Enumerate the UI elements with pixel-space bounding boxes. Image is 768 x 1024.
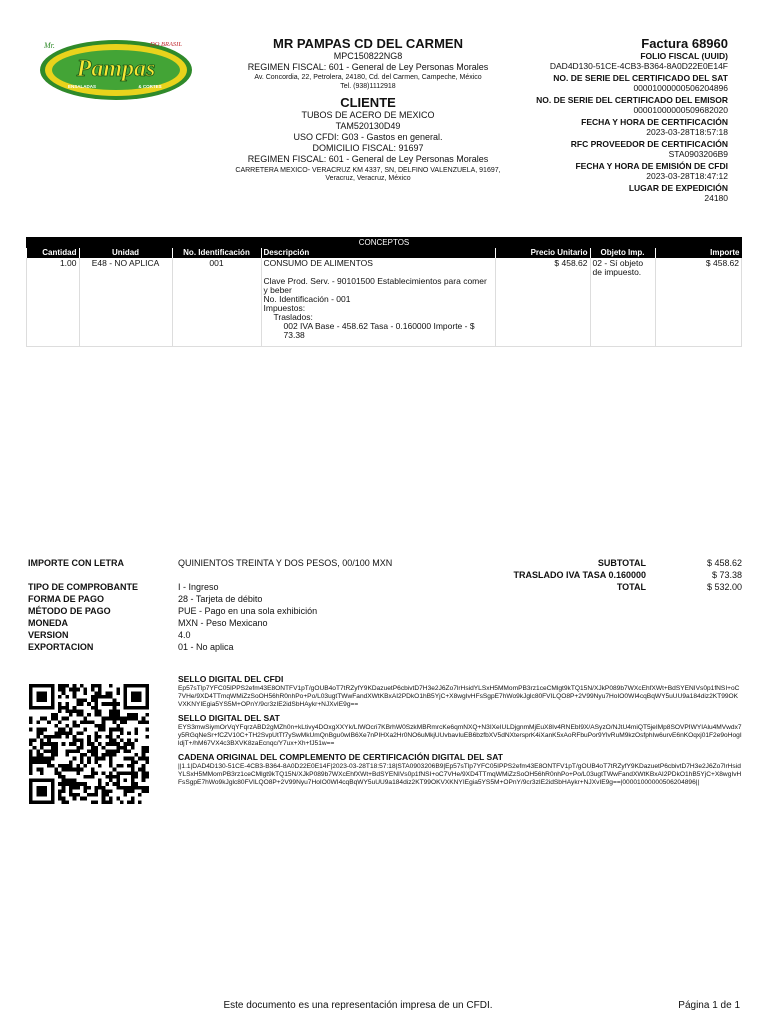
sat-cert-value: 00001000000506204896 (633, 83, 728, 93)
iva-label: TRASLADO IVA TASA 0.160000 (513, 570, 646, 580)
seals-block (178, 672, 742, 787)
row-precio: $ 458.62 (495, 258, 590, 346)
forma-value: 28 - Tarjeta de débito (178, 594, 263, 604)
total-label: TOTAL (616, 582, 646, 592)
subtotal-label: SUBTOTAL (597, 558, 646, 568)
place-value: 24180 (704, 193, 728, 203)
concepts-table (26, 248, 742, 347)
fiscal-block (508, 36, 728, 205)
row-descripcion-cell (261, 258, 495, 346)
col-unidad: Unidad (79, 248, 172, 258)
row-objeto: 02 - Sí objeto de impuesto. (590, 258, 655, 346)
logo-ensaladas: ENSALADAS (67, 84, 97, 89)
summary-tipo (28, 581, 392, 593)
folio-value: DAD4D130-51CE-4CB3-B364-8A0D22E0E14F (549, 61, 728, 71)
summary-forma (28, 593, 392, 605)
total-row (500, 581, 742, 593)
emission-date-value: 2023-03-28T18:47:12 (646, 171, 728, 181)
footer-note: Este documento es una representación impresa de un CFDI. (223, 1000, 493, 1011)
totals-block (500, 557, 742, 593)
metodo-label: MÉTODO DE PAGO (28, 606, 111, 616)
concepts-title: CONCEPTOS (26, 237, 742, 248)
moneda-value: MXN - Peso Mexicano (178, 618, 268, 628)
client-uso-cfdi: USO CFDI: G03 - Gastos en general. (293, 132, 443, 142)
client-title: CLIENTE (340, 95, 396, 110)
summary-moneda (28, 617, 392, 629)
summary-version (28, 629, 392, 641)
logo-mr: Mr. (44, 41, 55, 50)
summary-block (28, 557, 392, 653)
issuer-block (230, 36, 506, 183)
row-unidad: E48 - NO APLICA (79, 258, 172, 346)
client-address-line1: CARRETERA MEXICO- VERACRUZ KM 4337, SN, DELFINO VALENZUELA, 91697, (235, 167, 501, 174)
row-traslados-label: Traslados: (273, 312, 313, 322)
row-identificacion: 001 (172, 258, 261, 346)
client-rfc: TAM520130D49 (335, 121, 401, 131)
emisor-cert-value: 00001000000509682020 (633, 105, 728, 115)
version-value: 4.0 (178, 630, 191, 640)
emisor-cert-label: NO. DE SERIE DEL CERTIFICADO DEL EMISOR (536, 95, 728, 105)
cert-date-label: FECHA Y HORA DE CERTIFICACIÓN (581, 117, 728, 127)
client-address-line2: Veracruz, Veracruz, México (325, 175, 411, 182)
issuer-address: Av. Concordia, 22, Petrolera, 24180, Cd. del Carmen, Campeche, México (254, 74, 482, 81)
folio-label: FOLIO FISCAL (UUID) (640, 51, 728, 61)
issuer-phone: Tel. (938)1112918 (340, 83, 396, 90)
sat-seal-text: EYS3mwSiymOrVqYFqrzABD2gMZh0n+kLtivy4DOxgXXYk/LIWOcri7KBrhW0SzkMBRmrcKe6qmNXQ+N3IXeIULDjgnmMjEuX8Iv4RNEbI9X/ASyzO/NJtU4miQT5jeIMp8SOVPIWYIAlu4MVwdx7y5RGqNeSr+fCZV10C+TH2SvpUtTf7ySwMkUmQnBgu0wIB6Xe7nPIHXa2Hr0NO6uMkjUUvbavIuEB6bzfbXV5dNXtersprK4iXanK5xAoRFbuPor9YlvRuM9kzOsfphIw6urvE6nKOqxj01F2e9oHogIldjT+/hM67VX4c3BXVK8zaEcnqc/Y7ux+Xh+fJ51w== (178, 724, 742, 747)
logo-do-brasil: DO BRASIL (150, 41, 182, 48)
cfdi-seal-text: Ep57sTlp7YFC05IPPS2efm43E8ONTFV1pT/gOUB4oT7tRZyfY9KDazuetP6cbivtD7H3e2J6Zo7lrHsidYLSxH5MMomPB3rz1ceCMlgt9kTQ15N/XJkP089b7WXcEhfXWt+BdSYENIVs0p1fNSI+oC7VHe/9XD4TTmqWMiZzSoOH56hR0nhPo+Po/L03ugtTWwFandXWtKBxAI2PDkO1hB5YjC+X8wgIvHFsSgpE7hWo9kJglc80FVILQO8P+2V99Nyu7HoIO0WI4cqBqWY5uUU9a184diz2KT99OKVXKNYIEgia5YS5M+OPnY/9cr3zIE2idSbHAykr+NJXvIE9g== (178, 685, 740, 708)
logo-wordmark: Pampas (76, 56, 156, 82)
page-number: Página 1 de 1 (678, 1000, 740, 1011)
cert-date-value: 2023-03-28T18:57:18 (646, 127, 728, 137)
summary-importe-letra (28, 557, 392, 569)
importe-letra-value: QUINIENTOS TREINTA Y DOS PESOS, 00/100 MXN (178, 558, 393, 568)
pampas-logo (38, 36, 198, 102)
summary-metodo (28, 605, 392, 617)
subtotal-value: $ 458.62 (706, 558, 742, 568)
tipo-value: I - Ingreso (178, 582, 219, 592)
cadena-title: CADENA ORIGINAL DEL COMPLEMENTO DE CERTIFICACIÓN DIGITAL DEL SAT (178, 752, 503, 762)
sat-cert-label: NO. DE SERIE DEL CERTIFICADO DEL SAT (553, 73, 728, 83)
concepts-section (26, 237, 742, 347)
forma-label: FORMA DE PAGO (28, 594, 104, 604)
row-descripcion: CONSUMO DE ALIMENTOS (263, 258, 373, 268)
col-identificacion: No. Identificación (172, 248, 261, 258)
total-value: $ 532.00 (706, 582, 742, 592)
exportacion-label: EXPORTACION (28, 642, 94, 652)
row-traslado: 002 IVA Base - 458.62 Tasa - 0.160000 Importe - $ 73.38 (283, 321, 475, 340)
table-row (27, 258, 742, 346)
concepts-header-row (27, 248, 742, 258)
subtotal-row (500, 557, 742, 569)
row-detalle: Clave Prod. Serv. - 90101500 Establecimientos para comer y beber No. Identificación - 001 Impuestos: (263, 276, 487, 313)
tipo-label: TIPO DE COMPROBANTE (28, 582, 139, 592)
row-importe: $ 458.62 (655, 258, 742, 346)
client-name: TUBOS DE ACERO DE MEXICO (301, 110, 435, 120)
version-label: VERSION (28, 630, 69, 640)
sat-seal-title: SELLO DIGITAL DEL SAT (178, 713, 280, 723)
iva-row (500, 569, 742, 581)
issuer-regime: REGIMEN FISCAL: 601 - General de Ley Personas Morales (247, 62, 489, 72)
iva-value: $ 73.38 (711, 570, 742, 580)
emission-date-label: FECHA Y HORA DE EMISIÓN DE CFDI (575, 161, 728, 171)
row-cantidad: 1.00 (27, 258, 80, 346)
issuer-name: MR PAMPAS CD DEL CARMEN (273, 36, 463, 51)
issuer-rfc: MPC150822NG8 (333, 51, 403, 61)
rfc-provider-value: STA0903206B9 (668, 149, 728, 159)
col-precio: Precio Unitario (495, 248, 590, 258)
col-importe: Importe (655, 248, 742, 258)
col-objeto: Objeto Imp. (590, 248, 655, 258)
rfc-provider-label: RFC PROVEEDOR DE CERTIFICACIÓN (570, 139, 728, 149)
summary-exportacion (28, 641, 392, 653)
exportacion-value: 01 - No aplica (178, 642, 234, 652)
importe-letra-label: IMPORTE CON LETRA (28, 558, 124, 568)
logo-cortes: & CORTES (138, 84, 162, 89)
client-domicilio: DOMICILIO FISCAL: 91697 (312, 143, 424, 153)
place-label: LUGAR DE EXPEDICIÓN (628, 183, 728, 193)
qr-code (29, 684, 149, 804)
col-cantidad: Cantidad (27, 248, 80, 258)
moneda-label: MONEDA (28, 618, 68, 628)
invoice-number: Factura 68960 (641, 36, 728, 51)
cfdi-seal-title: SELLO DIGITAL DEL CFDI (178, 674, 284, 684)
metodo-value: PUE - Pago en una sola exhibición (178, 606, 318, 616)
client-regime: REGIMEN FISCAL: 601 - General de Ley Personas Morales (247, 154, 489, 164)
cadena-text: ||1.1|DAD4D130-51CE-4CB3-B364-8A0D22E0E14F|2023-03-28T18:57:18|STA0903206B9|Ep57sTlp7YFC05IPPS2efm43E8ONTFV1pT/gOUB4oT7tRZyfY9KDazuetP6cbivtD7H3e2J6Zo7lrHsidYLSxH5MMomPB3rz1ceCMlgt9kTQ15N/XJkP089b7WXcEhfXWt+BdSYENIVs0p1fNSI+oC7VHe/9XD4TTmqWMiZzSoOH56hR0nhPo+Po/L03ugtTWwFandXWtKBxAI2PDkO1hB5YjC+X8wgIvHFsSgpE7hWo9kJglc80FVILQO8P+2V99Nyu7HoIO0WI4cqBqWY5uUU9a184diz2KT99OKVXKNYIEgia5YS5M+OPnY/9cr3zIE2idSbHAykr+NJXvIE9g==|00001000000506204896|| (178, 763, 742, 786)
col-descripcion: Descripción (261, 248, 495, 258)
